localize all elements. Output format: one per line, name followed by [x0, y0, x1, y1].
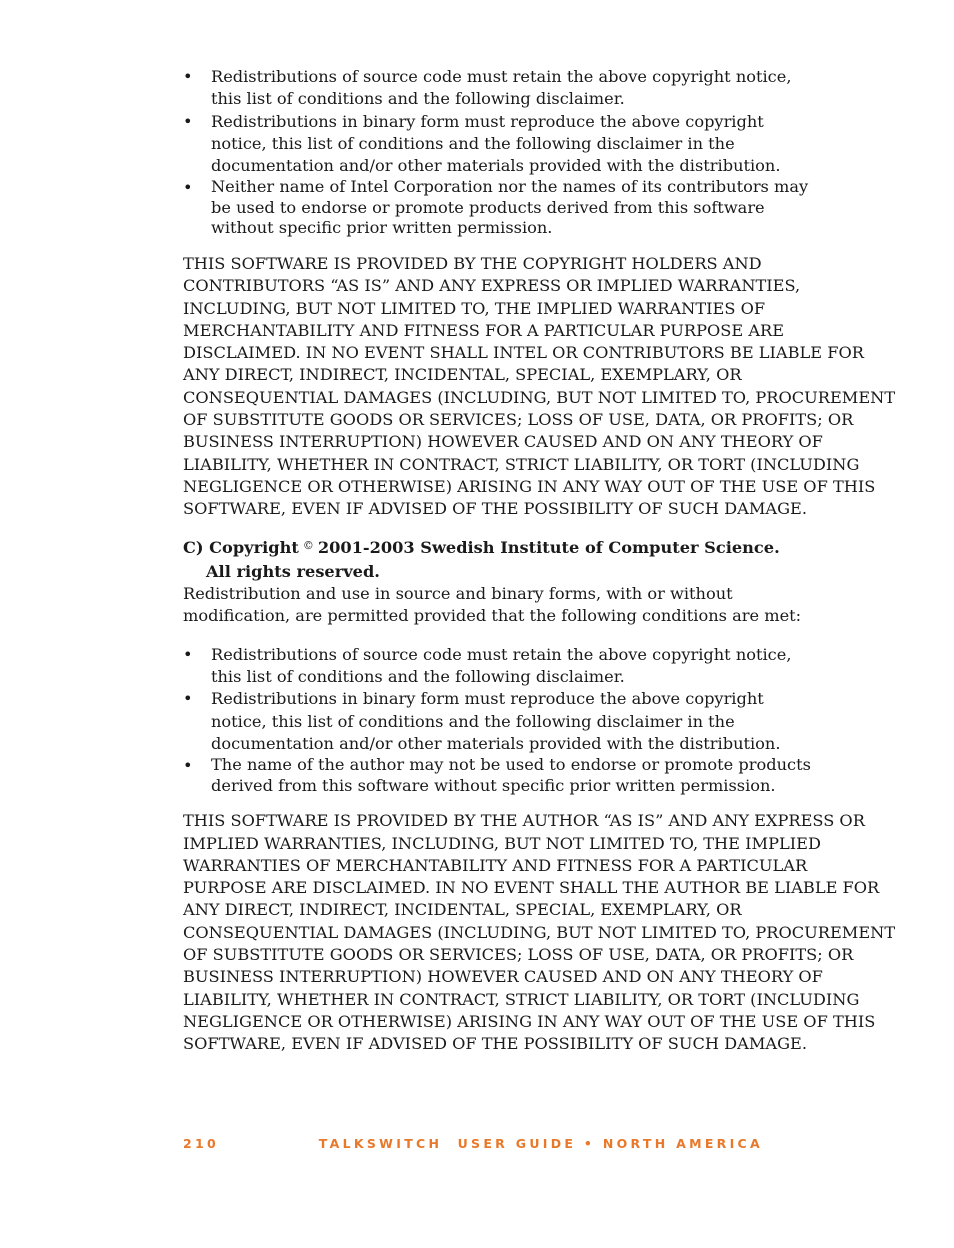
- disclaimer-line: INCLUDING, BUT NOT LIMITED TO, THE IMPLIED WARRANTIES OF: [183, 298, 766, 318]
- list-item-line: this list of conditions and the following disclaimer.: [211, 89, 625, 109]
- sics-conditions-list: [183, 644, 811, 796]
- list-item: [183, 177, 809, 239]
- disclaimer-line: BUSINESS INTERRUPTION) HOWEVER CAUSED AND ON ANY THEORY OF: [183, 967, 823, 987]
- page-number: 210: [183, 1136, 219, 1151]
- list-item-line: The name of the author may not be used to endorse or promote products: [211, 755, 811, 775]
- sics-disclaimer: [183, 810, 896, 1055]
- bullet-glyph: •: [183, 67, 193, 86]
- list-item: [183, 755, 811, 796]
- disclaimer-line: PURPOSE ARE DISCLAIMED. IN NO EVENT SHALL THE AUTHOR BE LIABLE FOR: [183, 878, 880, 898]
- disclaimer-line: MERCHANTABILITY AND FITNESS FOR A PARTICULAR PURPOSE ARE: [183, 320, 785, 340]
- disclaimer-line: SOFTWARE, EVEN IF ADVISED OF THE POSSIBILITY OF SUCH DAMAGE.: [183, 1034, 808, 1054]
- list-item: [183, 66, 792, 111]
- disclaimer-line: NEGLIGENCE OR OTHERWISE) ARISING IN ANY WAY OUT OF THE USE OF THIS: [183, 1011, 876, 1031]
- disclaimer-line: ANY DIRECT, INDIRECT, INCIDENTAL, SPECIAL, EXEMPLARY, OR: [183, 900, 742, 920]
- list-item-line: Neither name of Intel Corporation nor the names of its contributors may: [211, 177, 809, 197]
- disclaimer-line: LIABILITY, WHETHER IN CONTRACT, STRICT LIABILITY, OR TORT (INCLUDING: [183, 454, 860, 474]
- disclaimer-line: CONTRIBUTORS “AS IS” AND ANY EXPRESS OR IMPLIED WARRANTIES,: [183, 276, 801, 296]
- guide-title: TALKSWITCH USER GUIDE • NORTH AMERICA: [318, 1136, 763, 1151]
- list-item: [183, 111, 781, 178]
- disclaimer-line: BUSINESS INTERRUPTION) HOWEVER CAUSED AND ON ANY THEORY OF: [183, 432, 823, 452]
- intro-line: Redistribution and use in source and binary forms, with or without: [183, 584, 733, 604]
- sics-intro: [183, 583, 802, 628]
- disclaimer-line: DISCLAIMED. IN NO EVENT SHALL INTEL OR CONTRIBUTORS BE LIABLE FOR: [183, 343, 864, 363]
- bullet-glyph: •: [183, 689, 193, 709]
- list-item-line: this list of conditions and the following disclaimer.: [211, 667, 625, 687]
- intel-conditions-list: [183, 66, 809, 239]
- disclaimer-line: SOFTWARE, EVEN IF ADVISED OF THE POSSIBILITY OF SUCH DAMAGE.: [183, 499, 808, 519]
- disclaimer-line: OF SUBSTITUTE GOODS OR SERVICES; LOSS OF USE, DATA, OR PROFITS; OR: [183, 945, 854, 964]
- list-item-line: documentation and/or other materials provided with the distribution.: [211, 733, 781, 753]
- list-item-line: notice, this list of conditions and the following disclaimer in the: [211, 133, 735, 153]
- heading-rest: 2001-2003 Swedish Institute of Computer Science.: [317, 537, 780, 557]
- list-item-line: documentation and/or other materials provided with the distribution.: [211, 156, 781, 176]
- list-item-line: Redistributions in binary form must reproduce the above copyright: [211, 111, 764, 131]
- list-item-line: Redistributions in binary form must reproduce the above copyright: [211, 689, 764, 709]
- disclaimer-line: WARRANTIES OF MERCHANTABILITY AND FITNESS FOR A PARTICULAR: [183, 855, 808, 875]
- disclaimer-line: NEGLIGENCE OR OTHERWISE) ARISING IN ANY WAY OUT OF THE USE OF THIS: [183, 476, 876, 496]
- list-item-line: Redistributions of source code must retain the above copyright notice,: [211, 644, 792, 664]
- list-item-line: be used to endorse or promote products derived from this software: [211, 197, 765, 217]
- list-item-line: notice, this list of conditions and the following disclaimer in the: [211, 711, 735, 731]
- heading-prefix: C) Copyright: [183, 537, 299, 557]
- disclaimer-line: THIS SOFTWARE IS PROVIDED BY THE AUTHOR “AS IS” AND ANY EXPRESS OR: [183, 811, 865, 831]
- disclaimer-line: LIABILITY, WHETHER IN CONTRACT, STRICT LIABILITY, OR TORT (INCLUDING: [183, 989, 860, 1009]
- bullet-glyph: •: [183, 756, 193, 776]
- bullet-glyph: •: [183, 178, 193, 198]
- section-heading: [183, 537, 780, 584]
- list-item: [183, 644, 792, 689]
- intro-line: modification, are permitted provided that the following conditions are met:: [183, 606, 802, 626]
- heading-line-2: All rights reserved.: [206, 561, 380, 581]
- disclaimer-line: OF SUBSTITUTE GOODS OR SERVICES; LOSS OF USE, DATA, OR PROFITS; OR: [183, 410, 854, 430]
- disclaimer-line: ANY DIRECT, INDIRECT, INCIDENTAL, SPECIAL, EXEMPLARY, OR: [183, 365, 742, 385]
- document-body: [183, 66, 896, 1055]
- list-item: [183, 688, 781, 755]
- bullet-glyph: •: [183, 644, 193, 664]
- list-item-line: Redistributions of source code must retain the above copyright notice,: [211, 67, 792, 86]
- list-item-line: without specific prior written permission.: [211, 218, 553, 238]
- intel-disclaimer: [183, 253, 896, 521]
- disclaimer-line: CONSEQUENTIAL DAMAGES (INCLUDING, BUT NOT LIMITED TO, PROCUREMENT: [183, 387, 896, 407]
- copyright-symbol: ©: [302, 538, 314, 552]
- disclaimer-line: IMPLIED WARRANTIES, INCLUDING, BUT NOT LIMITED TO, THE IMPLIED: [183, 833, 821, 853]
- bullet-glyph: •: [183, 111, 193, 131]
- disclaimer-line: THIS SOFTWARE IS PROVIDED BY THE COPYRIGHT HOLDERS AND: [183, 253, 762, 273]
- list-item-line: derived from this software without specific prior written permission.: [211, 775, 776, 795]
- disclaimer-line: CONSEQUENTIAL DAMAGES (INCLUDING, BUT NOT LIMITED TO, PROCUREMENT: [183, 922, 896, 942]
